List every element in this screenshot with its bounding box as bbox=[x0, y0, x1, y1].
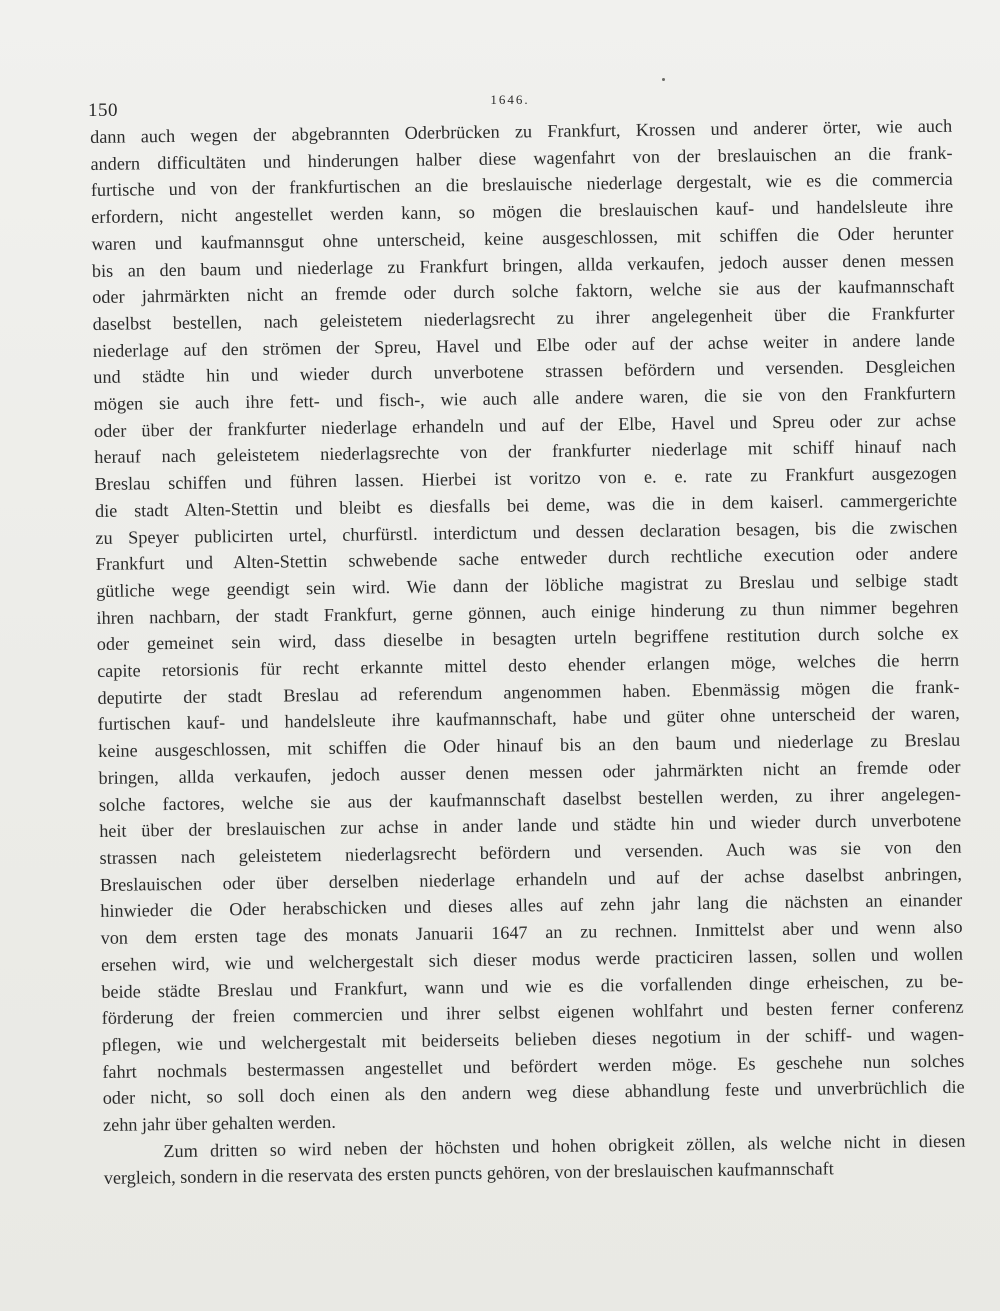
text-line: Frankfurt und Alten-Stettin schwebende sache entweder durch rechtliche execution oder andere bbox=[95, 542, 958, 575]
text-line: waren und kaufmannsgut ohne unterscheid, keine ausgeschlossen, mit schiffen die Oder herunter bbox=[91, 222, 954, 254]
text-line: deputirte der stadt Breslau ad referendum angenommen haben. Ebenmässig mögen die frank- bbox=[97, 676, 960, 708]
text-line: capite retorsionis für recht erkannte mittel desto ehender erlangen möge, welches die herrn bbox=[97, 649, 960, 682]
text-line: bringen, allda verkaufen, jedoch ausser denen messen oder jahrmärkten nicht an fremde oder bbox=[98, 756, 961, 788]
text-line: pflegen, wie und welchergestalt mit beiderseits belieben dieses negotium in der schiff- und wagen- bbox=[101, 1023, 965, 1055]
text-line: ihren nachbarn, der stadt Frankfurt, gerne gönnen, auch einige hinderung zu thun nimmer begehren bbox=[96, 596, 959, 628]
text-line: furtischen kauf- und handelsleute ihre kaufmannschaft, habe und güter ohne unterscheid der waren, bbox=[97, 703, 960, 735]
text-line: förderung der freien commercien und ihrer selbst eigenen wohlfahrt und besten ferner conferenz bbox=[101, 996, 964, 1029]
text-line: erfordern, nicht angestellet werden kann, so mögen die breslauischen kauf- und handelsleute ihre bbox=[91, 195, 954, 228]
text-line: Breslauischen oder über derselben niederlage erhandeln und auf der achse daselbst anbringen, bbox=[99, 863, 963, 895]
text-line: oder nicht, so soll doch einen als den andern weg diese abhandlung feste und unverbrüchlich die bbox=[102, 1076, 965, 1109]
text-line: oder jahrmärkten nicht an fremde oder durch solche faktorn, welche sie aus der kaufmannschaft bbox=[92, 275, 955, 308]
text-line: und städte hin und wieder durch unverbotene strassen befördern und versenden. Desgleichen bbox=[93, 356, 956, 388]
text-line: zu Speyer publicirten urtel, churfürstl. interdictum und dessen declaration besagen, bis die zwischen bbox=[95, 516, 958, 548]
paragraph-2 bbox=[103, 1127, 966, 1192]
text-line: Breslau schiffen und führen lassen. Hierbei ist voritzo von e. e. rate zu Frankfurt ausgezogen bbox=[94, 462, 957, 495]
text-line: niederlage auf den strömen der Spreu, Havel und Elbe oder auf der achse weiter in andere lande bbox=[92, 329, 956, 361]
text-line: fahrt nochmals bestermassen angestellet und befördert werden möge. Es geschehe nun solches bbox=[102, 1050, 965, 1082]
text-line: dann auch wegen der abgebrannten Oderbrücken zu Frankfurt, Krossen und anderer örter, wie auch bbox=[90, 115, 953, 147]
text-line: gütliche wege geendigt sein wird. Wie dann der löbliche magistrat zu Breslau und selbige stadt bbox=[95, 569, 959, 601]
text-line: solche factores, welche sie aus der kaufmannschaft daselbst bestellen werden, zu ihrer angelegen- bbox=[98, 783, 961, 815]
page-header bbox=[0, 0, 1000, 130]
text-line: oder über der frankfurter niederlage erhandeln und auf der Elbe, Havel und Spreu oder zur achse bbox=[93, 409, 957, 441]
text-line: andern difficultäten und hinderungen halber diese wagenfahrt von der breslauischen an die frank- bbox=[90, 142, 953, 174]
print-speck bbox=[662, 78, 665, 81]
text-line: daselbst bestellen, nach geleistetem niederlagsrecht zu ihrer angelegenheit über die Frankfurter bbox=[92, 302, 955, 334]
text-line: zehn jahr über gehalten werden. bbox=[102, 1111, 337, 1135]
text-line: vergleich, sondern in die reservata des ersten puncts gehören, von der breslauischen kaufmannschaft bbox=[103, 1158, 834, 1189]
text-line: ersehen wird, wie und welchergestalt sich dieser modus werde practiciren lassen, sollen und wollen bbox=[100, 943, 964, 975]
text-line: beide städte Breslau und Frankfurt, wann und wie es die vorfallenden dinge erheischen, zu be- bbox=[101, 970, 964, 1002]
text-line: herauf nach geleistetem niederlagsrechte von der frankfurter niederlage mit schiff hinauf nach bbox=[94, 436, 957, 468]
page-number: 150 bbox=[88, 100, 118, 121]
text-line: strassen nach geleistetem niederlagsrecht befördern und versenden. Auch was sie von den bbox=[99, 836, 962, 868]
text-line: bis an den baum und niederlage zu Frankfurt bringen, allda verkaufen, jedoch ausser denen messen bbox=[91, 249, 954, 281]
text-line: Zum dritten so wird neben der höchsten und hohen obrigkeit zöllen, als welche nicht in diesen bbox=[163, 1130, 966, 1161]
text-line: hinwieder die Oder herabschicken und dieses alles auf zehn jahr lang die nächsten an einander bbox=[100, 890, 963, 922]
text-line: furtische und von der frankfurtischen an die breslauische niederlage dergestalt, wie es die commercia bbox=[90, 169, 953, 201]
text-line: mögen sie auch ihre fett- und fisch-, wie auch alle andere waren, die sie von den Frankfurtern bbox=[93, 382, 956, 415]
text-line: oder gemeinet sein wird, dass dieselbe in besagten urteln begriffene restitution durch solche ex bbox=[96, 623, 959, 655]
text-line: keine ausgeschlossen, mit schiffen die Oder hinauf bis an den baum und niederlage zu Breslau bbox=[98, 729, 961, 762]
text-line: die stadt Alten-Stettin und bleibt es diesfalls bei deme, was die in dem kaiserl. cammergerichte bbox=[94, 489, 958, 521]
text-line: heit über der breslauischen zur achse in ander lande und städte hin und wieder durch unverbotene bbox=[99, 809, 962, 842]
text-line: von dem ersten tage des monats Januarii 1647 an zu rechnen. Inmittelst aber und wenn also bbox=[100, 916, 963, 949]
body-text bbox=[90, 113, 966, 1192]
running-head-year: 1646. bbox=[490, 92, 530, 107]
paragraph-1 bbox=[90, 113, 965, 1139]
